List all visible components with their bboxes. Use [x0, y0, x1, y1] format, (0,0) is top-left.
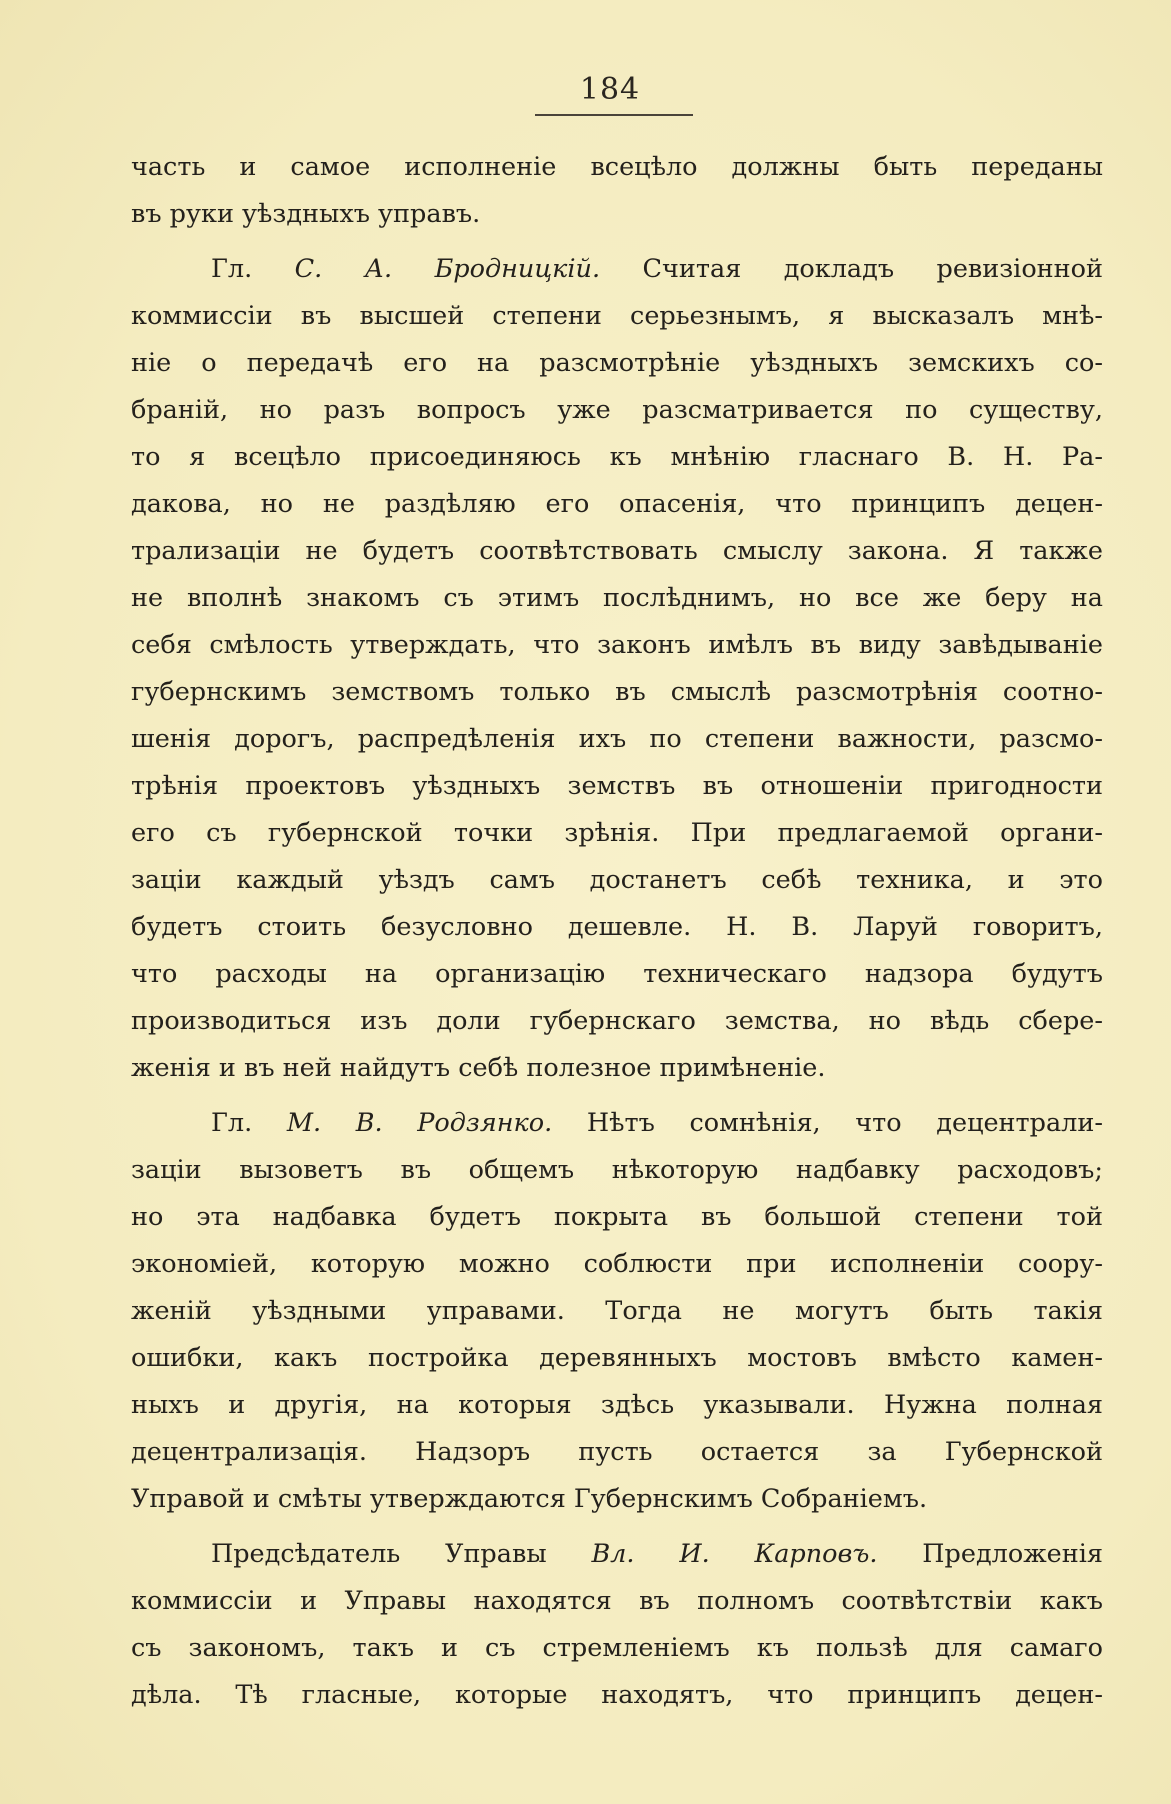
text-line: въ руки уѣздныхъ управъ. [131, 199, 481, 229]
speaker-name: С. А. Бродницкій. [294, 254, 601, 284]
text-line: что расходы на организацію техническаго надзора будутъ [131, 959, 1103, 989]
text-line: женія и въ ней найдутъ себѣ полезное примѣненіе. [131, 1053, 826, 1083]
text-line: производиться изъ доли губернскаго земства, но вѣдь сбере- [131, 1006, 1103, 1036]
text-line: экономіей, которую можно соблюсти при исполненіи соору- [131, 1249, 1103, 1279]
speaker-name: Вл. И. Карповъ. [591, 1539, 878, 1569]
text-line: коммиссіи въ высшей степени серьезнымъ, я высказалъ мнѣ- [131, 301, 1103, 331]
text-line: дакова, но не раздѣляю его опасенія, что принципъ децен- [131, 489, 1103, 519]
text-line: шенія дорогъ, распредѣленія ихъ по степени важности, разсмо- [131, 724, 1103, 754]
text-span: Гл. [211, 254, 295, 284]
speaker-name: М. В. Родзянко. [286, 1108, 553, 1138]
text-line: заціи каждый уѣздъ самъ достанетъ себѣ техника, и это [131, 865, 1103, 895]
body-text [131, 144, 1103, 1719]
text-span: Гл. [211, 1108, 287, 1138]
text-line: трализаціи не будетъ соотвѣтствовать смыслу закона. Я также [131, 536, 1103, 566]
page-number-rule [535, 114, 693, 116]
text-line: трѣнія проектовъ уѣздныхъ земствъ въ отношеніи пригодности [131, 771, 1103, 801]
text-line: его съ губернской точки зрѣнія. При предлагаемой органи- [131, 818, 1103, 848]
text-line: женій уѣздными управами. Тогда не могутъ быть такія [131, 1296, 1103, 1326]
text-line: коммиссіи и Управы находятся въ полномъ соотвѣтствіи какъ [131, 1586, 1103, 1616]
text-line: себя смѣлость утверждать, что законъ имѣлъ въ виду завѣдываніе [131, 630, 1103, 660]
text-span: Предложенія [877, 1539, 1103, 1569]
page-number: 184 [579, 72, 641, 107]
text-span: Считая докладъ ревизіонной [600, 254, 1104, 284]
text-line: Управой и смѣты утверждаются Губернскимъ Собраніемъ. [131, 1484, 928, 1514]
text-line: заціи вызоветъ въ общемъ нѣкоторую надбавку расходовъ; [131, 1155, 1103, 1185]
text-span: Предсѣдатель Управы [211, 1539, 592, 1569]
text-line: будетъ стоить безусловно дешевле. Н. В. Ларуй говоритъ, [131, 912, 1103, 942]
text-line: не вполнѣ знакомъ съ этимъ послѣднимъ, но все же беру на [131, 583, 1103, 613]
text-line [131, 1531, 1103, 1578]
text-line: ныхъ и другія, на которыя здѣсь указывали. Нужна полная [131, 1390, 1103, 1420]
text-line: браній, но разъ вопросъ уже разсматривается по существу, [131, 395, 1103, 425]
text-line [131, 1100, 1103, 1147]
text-span: Нѣтъ сомнѣнія, что децентрали- [552, 1108, 1103, 1138]
text-line: дѣла. Тѣ гласные, которые находятъ, что принципъ децен- [131, 1680, 1103, 1710]
text-line: то я всецѣло присоединяюсь къ мнѣнію гласнаго В. Н. Ра- [131, 442, 1103, 472]
text-line [131, 246, 1103, 293]
text-line: ошибки, какъ постройка деревянныхъ мостовъ вмѣсто камен- [131, 1343, 1103, 1373]
text-line: часть и самое исполненіе всецѣло должны быть переданы [131, 152, 1103, 182]
text-line: съ закономъ, такъ и съ стремленіемъ къ пользѣ для самаго [131, 1633, 1103, 1663]
text-line: децентрализація. Надзоръ пусть остается за Губернской [131, 1437, 1103, 1467]
text-line: ніе о передачѣ его на разсмотрѣніе уѣздныхъ земскихъ со- [131, 348, 1103, 378]
text-line: губернскимъ земствомъ только въ смыслѣ разсмотрѣнія соотно- [131, 677, 1103, 707]
text-line: но эта надбавка будетъ покрыта въ большой степени той [131, 1202, 1103, 1232]
